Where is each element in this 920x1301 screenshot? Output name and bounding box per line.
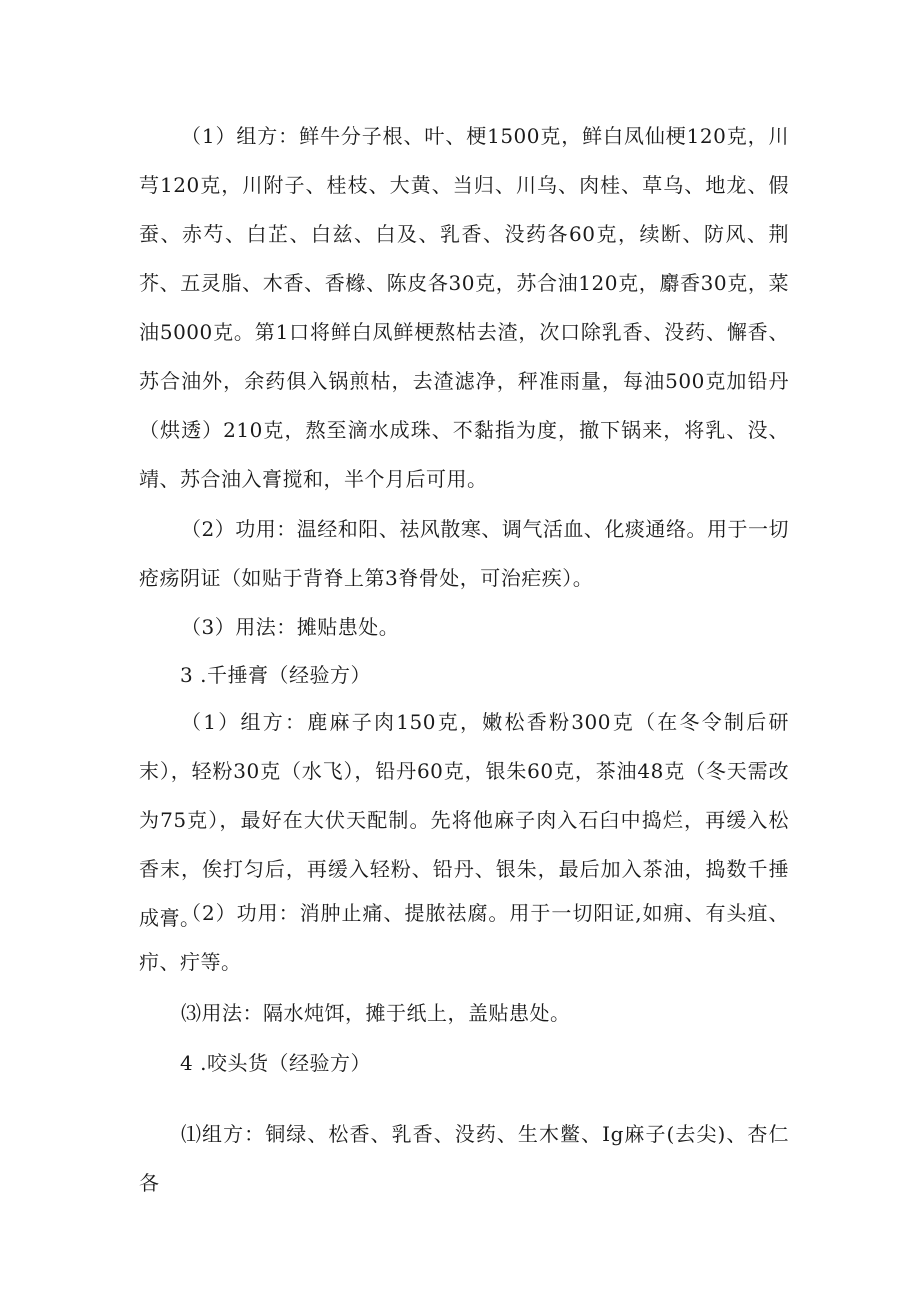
section3-usage-paragraph: ⑶用法：隔水炖饵，摊于纸上，盖贴患处。 (181, 1001, 571, 1025)
section3-heading: 3 .千捶膏（经验方） (180, 663, 371, 687)
section2-usage-paragraph: （3）用法：摊贴患处。 (181, 615, 400, 639)
section4-heading: 4 .咬头货（经验方） (180, 1051, 371, 1075)
section2-formula-paragraph: （1）组方：鲜牛分子根、叶、梗1500克，鲜白凤仙梗120克，川芎120克，川附子、桂枝、大黄、当归、川乌、肉桂、草乌、地龙、假蚕、赤芍、白芷、白兹、白及、乳香、没药各60克，续断、防风、荆芥、五灵脂、木香、香橼、陈皮各30克，苏合油120克，麝香30克，菜油5000克。第1口将鲜白凤鲜梗熬枯去渣，次口除乳香、没药、懈香、苏合油外，余药俱入锅煎枯，去渣滤净，秤准雨量，每油500克加铅丹（烘透）210克，熬至滴水成珠、不黏指为度，撤下锅来，将乳、没、靖、苏合油入膏搅和，半个月后可用。 (139, 124, 789, 491)
section3-formula-paragraph: （1）组方：鹿麻子肉150克，嫩松香粉300克（在冬令制后研末），轻粉30克（水飞），铅丹60克，银朱60克，茶油48克（冬天需改为75克），最好在大伏天配制。先将他麻子肉入石臼中捣烂，再缓入松香末，俟打匀后，再缓入轻粉、铅丹、银朱，最后加入茶油，捣数千捶成膏。 (139, 710, 789, 930)
section2-function-paragraph: （2）功用：温经和阳、祛风散寒、调气活血、化痰通络。用于一切疮疡阴证（如贴于背脊上第3脊骨处，可治疟疾）。 (139, 517, 789, 590)
section3-function-paragraph: （2）功用：消肿止痛、提脓祛腐。用于一切阳证,如痈、有头疽、疖、疔等。 (139, 901, 789, 974)
section4-formula-paragraph: ⑴组方：铜绿、松香、乳香、没药、生木鳖、Ig麻子(去尖)、杏仁各 (139, 1122, 789, 1195)
